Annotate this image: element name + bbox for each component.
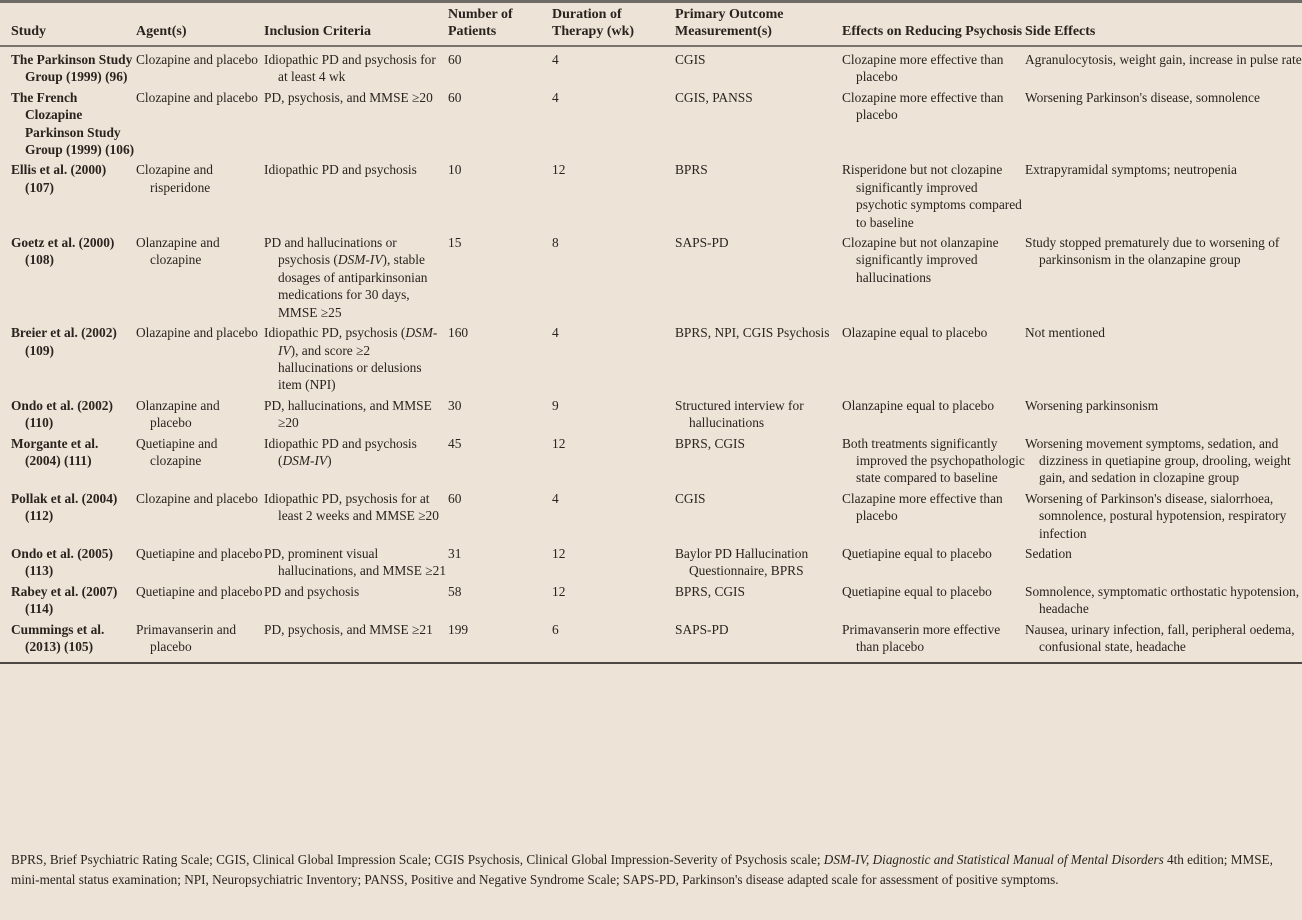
- inclusion-text: [264, 435, 448, 470]
- inclusion-text-part: ): [327, 452, 332, 468]
- cell-primary-outcome-text: Baylor PD Hallucination Questionnaire, BPRS: [675, 545, 809, 579]
- cell-study: [0, 434, 136, 489]
- table-row: [0, 88, 1302, 161]
- cell-inclusion-criteria-text: Idiopathic PD and psychosis: [264, 162, 417, 178]
- cell-inclusion-criteria-text: Idiopathic PD, psychosis for at least 2 weeks and MMSE ≥20: [264, 490, 439, 524]
- table-row: [0, 233, 1302, 323]
- cell-number-of-patients: [448, 620, 552, 664]
- cell-side-effects: [1025, 323, 1302, 396]
- cell-duration: [552, 489, 675, 544]
- cell-agents-text: Quetiapine and placebo: [136, 583, 263, 599]
- cell-side-effects: [1025, 582, 1302, 620]
- cell-primary-outcome: [675, 582, 842, 620]
- cell-study-text: Morgante et al. (2004) (111): [11, 435, 99, 468]
- cell-number-of-patients-text: 58: [448, 583, 462, 599]
- cell-inclusion-criteria: [264, 489, 448, 544]
- table-row: [0, 323, 1302, 396]
- cell-study-text: Pollak et al. (2004) (112): [11, 490, 118, 524]
- inclusion-text-part: ), and score ≥2 hallucinations or delusions item (NPI): [278, 342, 422, 393]
- cell-agents-text: Clozapine and placebo: [136, 89, 258, 105]
- cell-agents: [136, 396, 264, 434]
- cell-effects-text: Olazapine equal to placebo: [842, 325, 988, 341]
- cell-side-effects: [1025, 434, 1302, 489]
- cell-duration-text: 4: [552, 89, 559, 105]
- cell-agents-text: Primavanserin and placebo: [136, 621, 237, 654]
- cell-primary-outcome-text: Structured interview for hallucinations: [675, 397, 804, 431]
- table-row: [0, 160, 1302, 233]
- cell-study: [0, 582, 136, 620]
- cell-effects-text: Quetiapine equal to placebo: [842, 583, 992, 599]
- cell-effects: [842, 396, 1025, 434]
- cell-agents-text: Olanzapine and placebo: [136, 397, 220, 431]
- cell-primary-outcome-text: BPRS, NPI, CGIS Psychosis: [675, 325, 830, 341]
- cell-agents: [136, 544, 264, 582]
- cell-agents-text: Clozapine and placebo: [136, 52, 258, 67]
- cell-duration: [552, 582, 675, 620]
- cell-duration-text: 8: [552, 235, 559, 251]
- cell-effects-text: Quetiapine equal to placebo: [842, 545, 992, 561]
- cell-side-effects: [1025, 544, 1302, 582]
- cell-effects: [842, 323, 1025, 396]
- cell-primary-outcome: [675, 544, 842, 582]
- cell-inclusion-criteria: [264, 160, 448, 233]
- cell-inclusion-criteria-text: PD, psychosis, and MMSE ≥20: [264, 89, 433, 105]
- cell-number-of-patients-text: 199: [448, 621, 469, 637]
- cell-side-effects-text: Agranulocytosis, weight gain, increase in pulse rate: [1025, 52, 1302, 67]
- cell-primary-outcome-text: BPRS: [675, 162, 708, 178]
- header-study: Study: [0, 6, 136, 46]
- cell-effects-text: Clozapine but not olanzapine significantly improved hallucinations: [842, 235, 999, 285]
- cell-agents: [136, 582, 264, 620]
- cell-number-of-patients-text: 45: [448, 435, 462, 451]
- cell-side-effects-text: Worsening of Parkinson's disease, sialorrhoea, somnolence, postural hypotension, respiratory infection: [1025, 490, 1287, 541]
- header-effects: Effects on Reducing Psychosis: [842, 6, 1025, 46]
- inclusion-text-part: Idiopathic PD and psychosis (: [264, 435, 417, 468]
- cell-side-effects-text: Worsening parkinsonism: [1025, 397, 1159, 413]
- cell-study: [0, 46, 136, 88]
- cell-agents-text: Olazapine and placebo: [136, 325, 258, 341]
- cell-effects: [842, 582, 1025, 620]
- cell-primary-outcome: [675, 323, 842, 396]
- cell-number-of-patients-text: 10: [448, 162, 462, 178]
- cell-study: [0, 323, 136, 396]
- cell-agents: [136, 620, 264, 664]
- cell-agents: [136, 160, 264, 233]
- table-row: [0, 544, 1302, 582]
- italic-term: DSM-IV: [337, 252, 383, 268]
- cell-effects-text: Olanzapine equal to placebo: [842, 397, 995, 413]
- cell-duration: [552, 323, 675, 396]
- cell-inclusion-criteria-text: PD, prominent visual hallucinations, and MMSE ≥21: [264, 545, 447, 579]
- cell-agents: [136, 489, 264, 544]
- top-rule: [0, 0, 1302, 3]
- table-row: [0, 434, 1302, 489]
- cell-number-of-patients: [448, 582, 552, 620]
- cell-study: [0, 88, 136, 161]
- cell-duration-text: 9: [552, 397, 559, 413]
- cell-number-of-patients: [448, 233, 552, 323]
- cell-side-effects-text: Worsening Parkinson's disease, somnolence: [1025, 89, 1260, 105]
- cell-side-effects: [1025, 46, 1302, 88]
- cell-side-effects: [1025, 489, 1302, 544]
- cell-primary-outcome-text: CGIS, PANSS: [675, 89, 753, 105]
- italic-term: DSM-IV: [282, 452, 328, 468]
- cell-primary-outcome-text: CGIS: [675, 490, 706, 506]
- cell-duration: [552, 233, 675, 323]
- cell-primary-outcome: [675, 396, 842, 434]
- cell-study-text: The Parkinson Study Group (1999) (96): [11, 52, 133, 85]
- cell-side-effects: [1025, 88, 1302, 161]
- cell-effects: [842, 233, 1025, 323]
- cell-primary-outcome: [675, 88, 842, 161]
- cell-inclusion-criteria-text: PD, hallucinations, and MMSE ≥20: [264, 397, 432, 431]
- cell-inclusion-criteria-text: Idiopathic PD and psychosis for at least 4 wk: [264, 52, 436, 85]
- cell-study-text: Ondo et al. (2005) (113): [11, 545, 113, 579]
- cell-inclusion-criteria: [264, 88, 448, 161]
- inclusion-text-part: PD and hallucinations or psychosis (: [264, 235, 397, 268]
- footnote-italic: DSM-IV, Diagnostic and Statistical Manual of Mental Disorders: [823, 852, 1164, 867]
- cell-agents-text: Clozapine and risperidone: [136, 162, 213, 195]
- cell-duration: [552, 544, 675, 582]
- cell-side-effects: [1025, 396, 1302, 434]
- cell-side-effects: [1025, 160, 1302, 233]
- footnote-text-2: 4th edition; MMSE, mini-mental status examination; NPI, Neuropsychiatric Inventory; PANSS, Positive and Negative Syndrome Scale; SAPS-PD, Parkinson's disease adapted scale for assessment of positive symptoms.: [11, 852, 1273, 887]
- cell-agents-text: Olanzapine and clozapine: [136, 235, 220, 268]
- cell-side-effects-text: Study stopped prematurely due to worsening of parkinsonism in the olanzapine group: [1025, 235, 1280, 268]
- cell-effects: [842, 489, 1025, 544]
- cell-number-of-patients: [448, 46, 552, 88]
- cell-agents: [136, 323, 264, 396]
- cell-effects: [842, 434, 1025, 489]
- cell-duration: [552, 396, 675, 434]
- cell-duration-text: 12: [552, 583, 566, 599]
- cell-study: [0, 489, 136, 544]
- cell-side-effects-text: Sedation: [1025, 545, 1072, 561]
- cell-inclusion-criteria: [264, 434, 448, 489]
- header-primary-outcome: Primary Outcome Measurement(s): [675, 6, 842, 46]
- cell-duration: [552, 88, 675, 161]
- table-body: [0, 46, 1302, 663]
- cell-inclusion-criteria-text: PD and psychosis: [264, 583, 360, 599]
- cell-study-text: Cummings et al. (2013) (105): [11, 621, 105, 654]
- cell-number-of-patients: [448, 434, 552, 489]
- cell-side-effects-text: Nausea, urinary infection, fall, peripheral oedema, confusional state, headache: [1025, 621, 1295, 654]
- cell-study-text: Rabey et al. (2007) (114): [11, 583, 118, 617]
- cell-inclusion-criteria-text: PD, psychosis, and MMSE ≥21: [264, 621, 433, 637]
- cell-side-effects-text: Worsening movement symptoms, sedation, and dizziness in quetiapine group, drooling, weight gain, and sedation in clozapine group: [1025, 435, 1291, 486]
- cell-agents: [136, 233, 264, 323]
- inclusion-text: [264, 234, 448, 321]
- cell-side-effects: [1025, 620, 1302, 664]
- cell-study: [0, 396, 136, 434]
- cell-side-effects-text: Not mentioned: [1025, 325, 1105, 341]
- table-row: [0, 620, 1302, 664]
- cell-side-effects: [1025, 233, 1302, 323]
- cell-primary-outcome: [675, 434, 842, 489]
- cell-effects: [842, 160, 1025, 233]
- cell-effects: [842, 544, 1025, 582]
- cell-duration-text: 4: [552, 490, 559, 506]
- cell-study-text: The French Clozapine Parkinson Study Group (1999) (106): [11, 89, 135, 158]
- cell-number-of-patients-text: 60: [448, 52, 462, 67]
- cell-duration: [552, 620, 675, 664]
- cell-number-of-patients: [448, 489, 552, 544]
- cell-side-effects-text: Extrapyramidal symptoms; neutropenia: [1025, 162, 1237, 178]
- cell-duration-text: 12: [552, 545, 566, 561]
- cell-study-text: Breier et al. (2002) (109): [11, 325, 117, 358]
- table-row: [0, 489, 1302, 544]
- cell-effects-text: Primavanserin more effective than placebo: [842, 621, 1001, 654]
- cell-duration-text: 6: [552, 621, 559, 637]
- cell-agents-text: Clozapine and placebo: [136, 490, 258, 506]
- cell-number-of-patients: [448, 160, 552, 233]
- cell-agents-text: Quetiapine and placebo: [136, 545, 263, 561]
- table-row: [0, 46, 1302, 88]
- cell-duration-text: 12: [552, 162, 566, 178]
- cell-duration-text: 4: [552, 325, 559, 341]
- cell-primary-outcome-text: CGIS: [675, 52, 706, 67]
- cell-primary-outcome: [675, 233, 842, 323]
- cell-inclusion-criteria: [264, 582, 448, 620]
- header-agents: Agent(s): [136, 6, 264, 46]
- inclusion-text-part: Idiopathic PD, psychosis (: [264, 325, 406, 341]
- cell-study-text: Ondo et al. (2002) (110): [11, 397, 113, 431]
- header-side-effects: Side Effects: [1025, 6, 1302, 46]
- cell-primary-outcome-text: BPRS, CGIS: [675, 583, 745, 599]
- cell-duration: [552, 434, 675, 489]
- table-row: [0, 396, 1302, 434]
- cell-duration-text: 4: [552, 52, 559, 67]
- cell-inclusion-criteria: [264, 233, 448, 323]
- cell-number-of-patients-text: 160: [448, 325, 469, 341]
- inclusion-text-part: ), stable dosages of antiparkinsonian medications for 30 days, MMSE ≥25: [278, 252, 428, 320]
- cell-effects: [842, 620, 1025, 664]
- cell-primary-outcome-text: SAPS-PD: [675, 235, 729, 251]
- cell-study: [0, 544, 136, 582]
- cell-effects-text: Clozapine more effective than placebo: [842, 52, 1004, 85]
- cell-primary-outcome: [675, 489, 842, 544]
- cell-study: [0, 233, 136, 323]
- cell-study: [0, 620, 136, 664]
- cell-number-of-patients-text: 60: [448, 89, 462, 105]
- cell-number-of-patients: [448, 323, 552, 396]
- cell-inclusion-criteria: [264, 46, 448, 88]
- table-footnote: [11, 850, 1281, 890]
- cell-number-of-patients: [448, 88, 552, 161]
- cell-primary-outcome: [675, 160, 842, 233]
- cell-effects-text: Clozapine more effective than placebo: [842, 89, 1004, 123]
- cell-study-text: Ellis et al. (2000) (107): [11, 162, 107, 195]
- header-inclusion-criteria: Inclusion Criteria: [264, 6, 448, 46]
- table-header-row: [0, 6, 1302, 46]
- cell-number-of-patients-text: 31: [448, 545, 462, 561]
- table-row: [0, 582, 1302, 620]
- cell-duration: [552, 46, 675, 88]
- cell-primary-outcome: [675, 46, 842, 88]
- cell-agents: [136, 46, 264, 88]
- header-duration: Duration of Therapy (wk): [552, 6, 675, 46]
- cell-primary-outcome-text: BPRS, CGIS: [675, 435, 745, 451]
- cell-duration-text: 12: [552, 435, 566, 451]
- cell-effects-text: Clazapine more effective than placebo: [842, 490, 1003, 524]
- cell-agents-text: Quetiapine and clozapine: [136, 435, 218, 468]
- cell-inclusion-criteria: [264, 620, 448, 664]
- cell-number-of-patients: [448, 396, 552, 434]
- cell-inclusion-criteria: [264, 396, 448, 434]
- cell-study: [0, 160, 136, 233]
- inclusion-text: [264, 324, 448, 394]
- cell-number-of-patients: [448, 544, 552, 582]
- header-number-of-patients: Number of Patients: [448, 6, 552, 46]
- cell-primary-outcome-text: SAPS-PD: [675, 621, 729, 637]
- cell-agents: [136, 434, 264, 489]
- cell-effects: [842, 46, 1025, 88]
- cell-study-text: Goetz et al. (2000) (108): [11, 235, 115, 268]
- cell-inclusion-criteria: [264, 544, 448, 582]
- cell-effects-text: Risperidone but not clozapine significantly improved psychotic symptoms compared to baseline: [842, 162, 1022, 230]
- studies-table: [0, 6, 1302, 664]
- cell-effects: [842, 88, 1025, 161]
- footnote-text-1: BPRS, Brief Psychiatric Rating Scale; CGIS, Clinical Global Impression Scale; CGIS Psychosis, Clinical Global Impression-Severity of Psychosis scale;: [11, 852, 824, 867]
- cell-agents: [136, 88, 264, 161]
- cell-inclusion-criteria: [264, 323, 448, 396]
- cell-number-of-patients-text: 30: [448, 397, 462, 413]
- cell-number-of-patients-text: 15: [448, 235, 462, 251]
- italic-term: DSM-IV: [278, 325, 438, 358]
- cell-number-of-patients-text: 60: [448, 490, 462, 506]
- cell-side-effects-text: Somnolence, symptomatic orthostatic hypotension, headache: [1025, 583, 1300, 617]
- cell-duration: [552, 160, 675, 233]
- cell-effects-text: Both treatments significantly improved the psychopathologic state compared to baseline: [842, 435, 1025, 486]
- cell-primary-outcome: [675, 620, 842, 664]
